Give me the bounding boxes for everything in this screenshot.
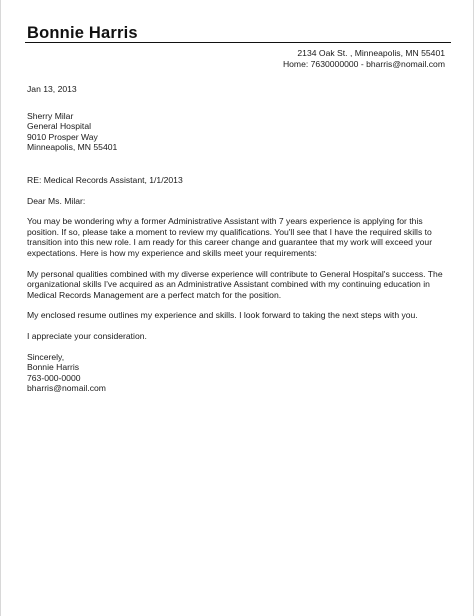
paragraph-line: My enclosed resume outlines my experience and skills. I look forward to taking the next steps with you. (27, 310, 418, 321)
paragraph-line: Medical Records Management are a perfect match for the position. (27, 289, 282, 300)
sender-name: Bonnie Harris (27, 24, 138, 42)
signoff-email: bharris@nomail.com (27, 383, 106, 394)
letter-body (27, 84, 451, 394)
paragraph-line: organizational skills I've acquired as an Administrative Assistant combined with my continuing education in (27, 279, 430, 290)
recipient-name: Sherry Milar (27, 110, 74, 121)
subject-line: RE: Medical Records Assistant, 1/1/2013 (27, 174, 183, 185)
paragraph-line: You may be wondering why a former Administrative Assistant with 7 years experience is applying for this (27, 216, 423, 227)
recipient-organization: General Hospital (27, 121, 92, 132)
signoff-valediction: Sincerely, (27, 351, 65, 362)
paragraph-line: transition into this new role. I am ready for this career change and guarantee that my work will exceed your (27, 237, 433, 248)
sender-contact (283, 48, 445, 70)
recipient-block (27, 111, 451, 153)
paragraph-resume (27, 310, 451, 321)
signoff-block (27, 352, 451, 394)
sender-address: 2134 Oak St. , Minneapolis, MN 55401 (297, 48, 445, 58)
salutation: Dear Ms. Milar: (27, 195, 86, 206)
signoff-phone: 763-000-0000 (27, 372, 81, 383)
recipient-street: 9010 Prosper Way (27, 131, 98, 142)
paragraph-line: expectations. Here is how my experience and skills meet your requirements: (27, 247, 317, 258)
paragraph-line: My personal qualities combined with my diverse experience will contribute to General Hospital's success. The (27, 268, 443, 279)
paragraph-line: position. If so, please take a moment to review my qualifications. You'll see that I have the required skills to (27, 226, 432, 237)
letter-date: Jan 13, 2013 (27, 84, 77, 94)
closing-line: I appreciate your consideration. (27, 330, 147, 341)
sender-phone-email: Home: 7630000000 - bharris@nomail.com (282, 59, 445, 69)
paragraph-intro (27, 216, 451, 258)
paragraph-qualities (27, 269, 451, 301)
signoff-name: Bonnie Harris (27, 362, 80, 373)
recipient-city: Minneapolis, MN 55401 (27, 142, 118, 153)
header-rule (25, 42, 451, 43)
